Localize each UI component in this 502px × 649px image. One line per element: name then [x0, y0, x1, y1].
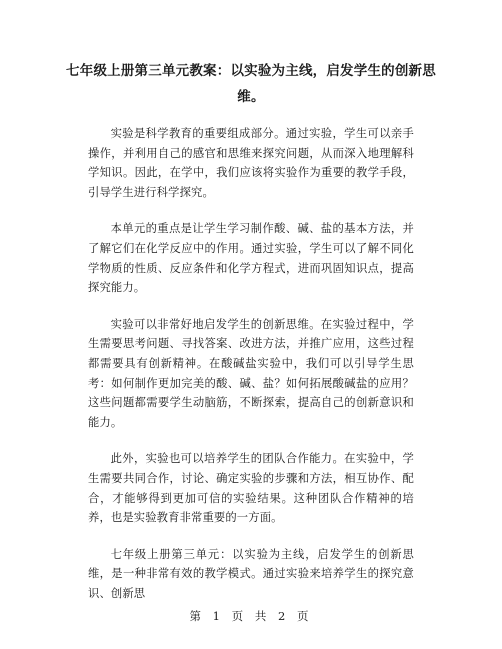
paragraph-4: 此外，实验也可以培养学生的团队合作能力。在实验中，学生需要共同合作，讨论、确定实验的步骤和方法，相互协作、配合，才能够得到更加可信的实验结果。这种团队合作精神的培养，也是实验教育非常重要的一方面。	[88, 452, 414, 525]
paragraph-3: 实验可以非常好地启发学生的创新思维。在实验过程中，学生需要思考问题、寻找答案、改进方法，并推广应用，这些过程都需要具有创新精神。在酸碱盐实验中，我们可以引导学生思考：如何制作更加完美的酸、碱、盐？如何拓展酸碱盐的应用？这些问题都需要学生动脑筋，不断探索，提高自己的创新意识和能力。	[88, 317, 414, 429]
document-body	[88, 124, 414, 620]
document-title: 七年级上册第三单元教案：以实验为主线，启发学生的创新思维。	[66, 63, 436, 105]
page-number-footer: 第 1 页 共 2 页	[189, 609, 313, 623]
paragraph-2: 本单元的重点是让学生学习制作酸、碱、盐的基本方法，并了解它们在化学反应中的作用。通过实验，学生可以了解不同化学物质的性质、反应条件和化学方程式，进而巩固知识点，提高探究能力。	[88, 222, 414, 295]
paragraph-1: 实验是科学教育的重要组成部分。通过实验，学生可以亲手操作，并利用自己的感官和思维来探究问题，从而深入地理解科学知识。因此，在学中，我们应该将实验作为重要的教学手段，引导学生进行科学探究。	[88, 127, 414, 199]
paragraph-5: 七年级上册第三单元：以实验为主线，启发学生的创新思维，是一种非常有效的教学模式。通过实验来培养学生的探究意识、创新思	[88, 547, 414, 600]
